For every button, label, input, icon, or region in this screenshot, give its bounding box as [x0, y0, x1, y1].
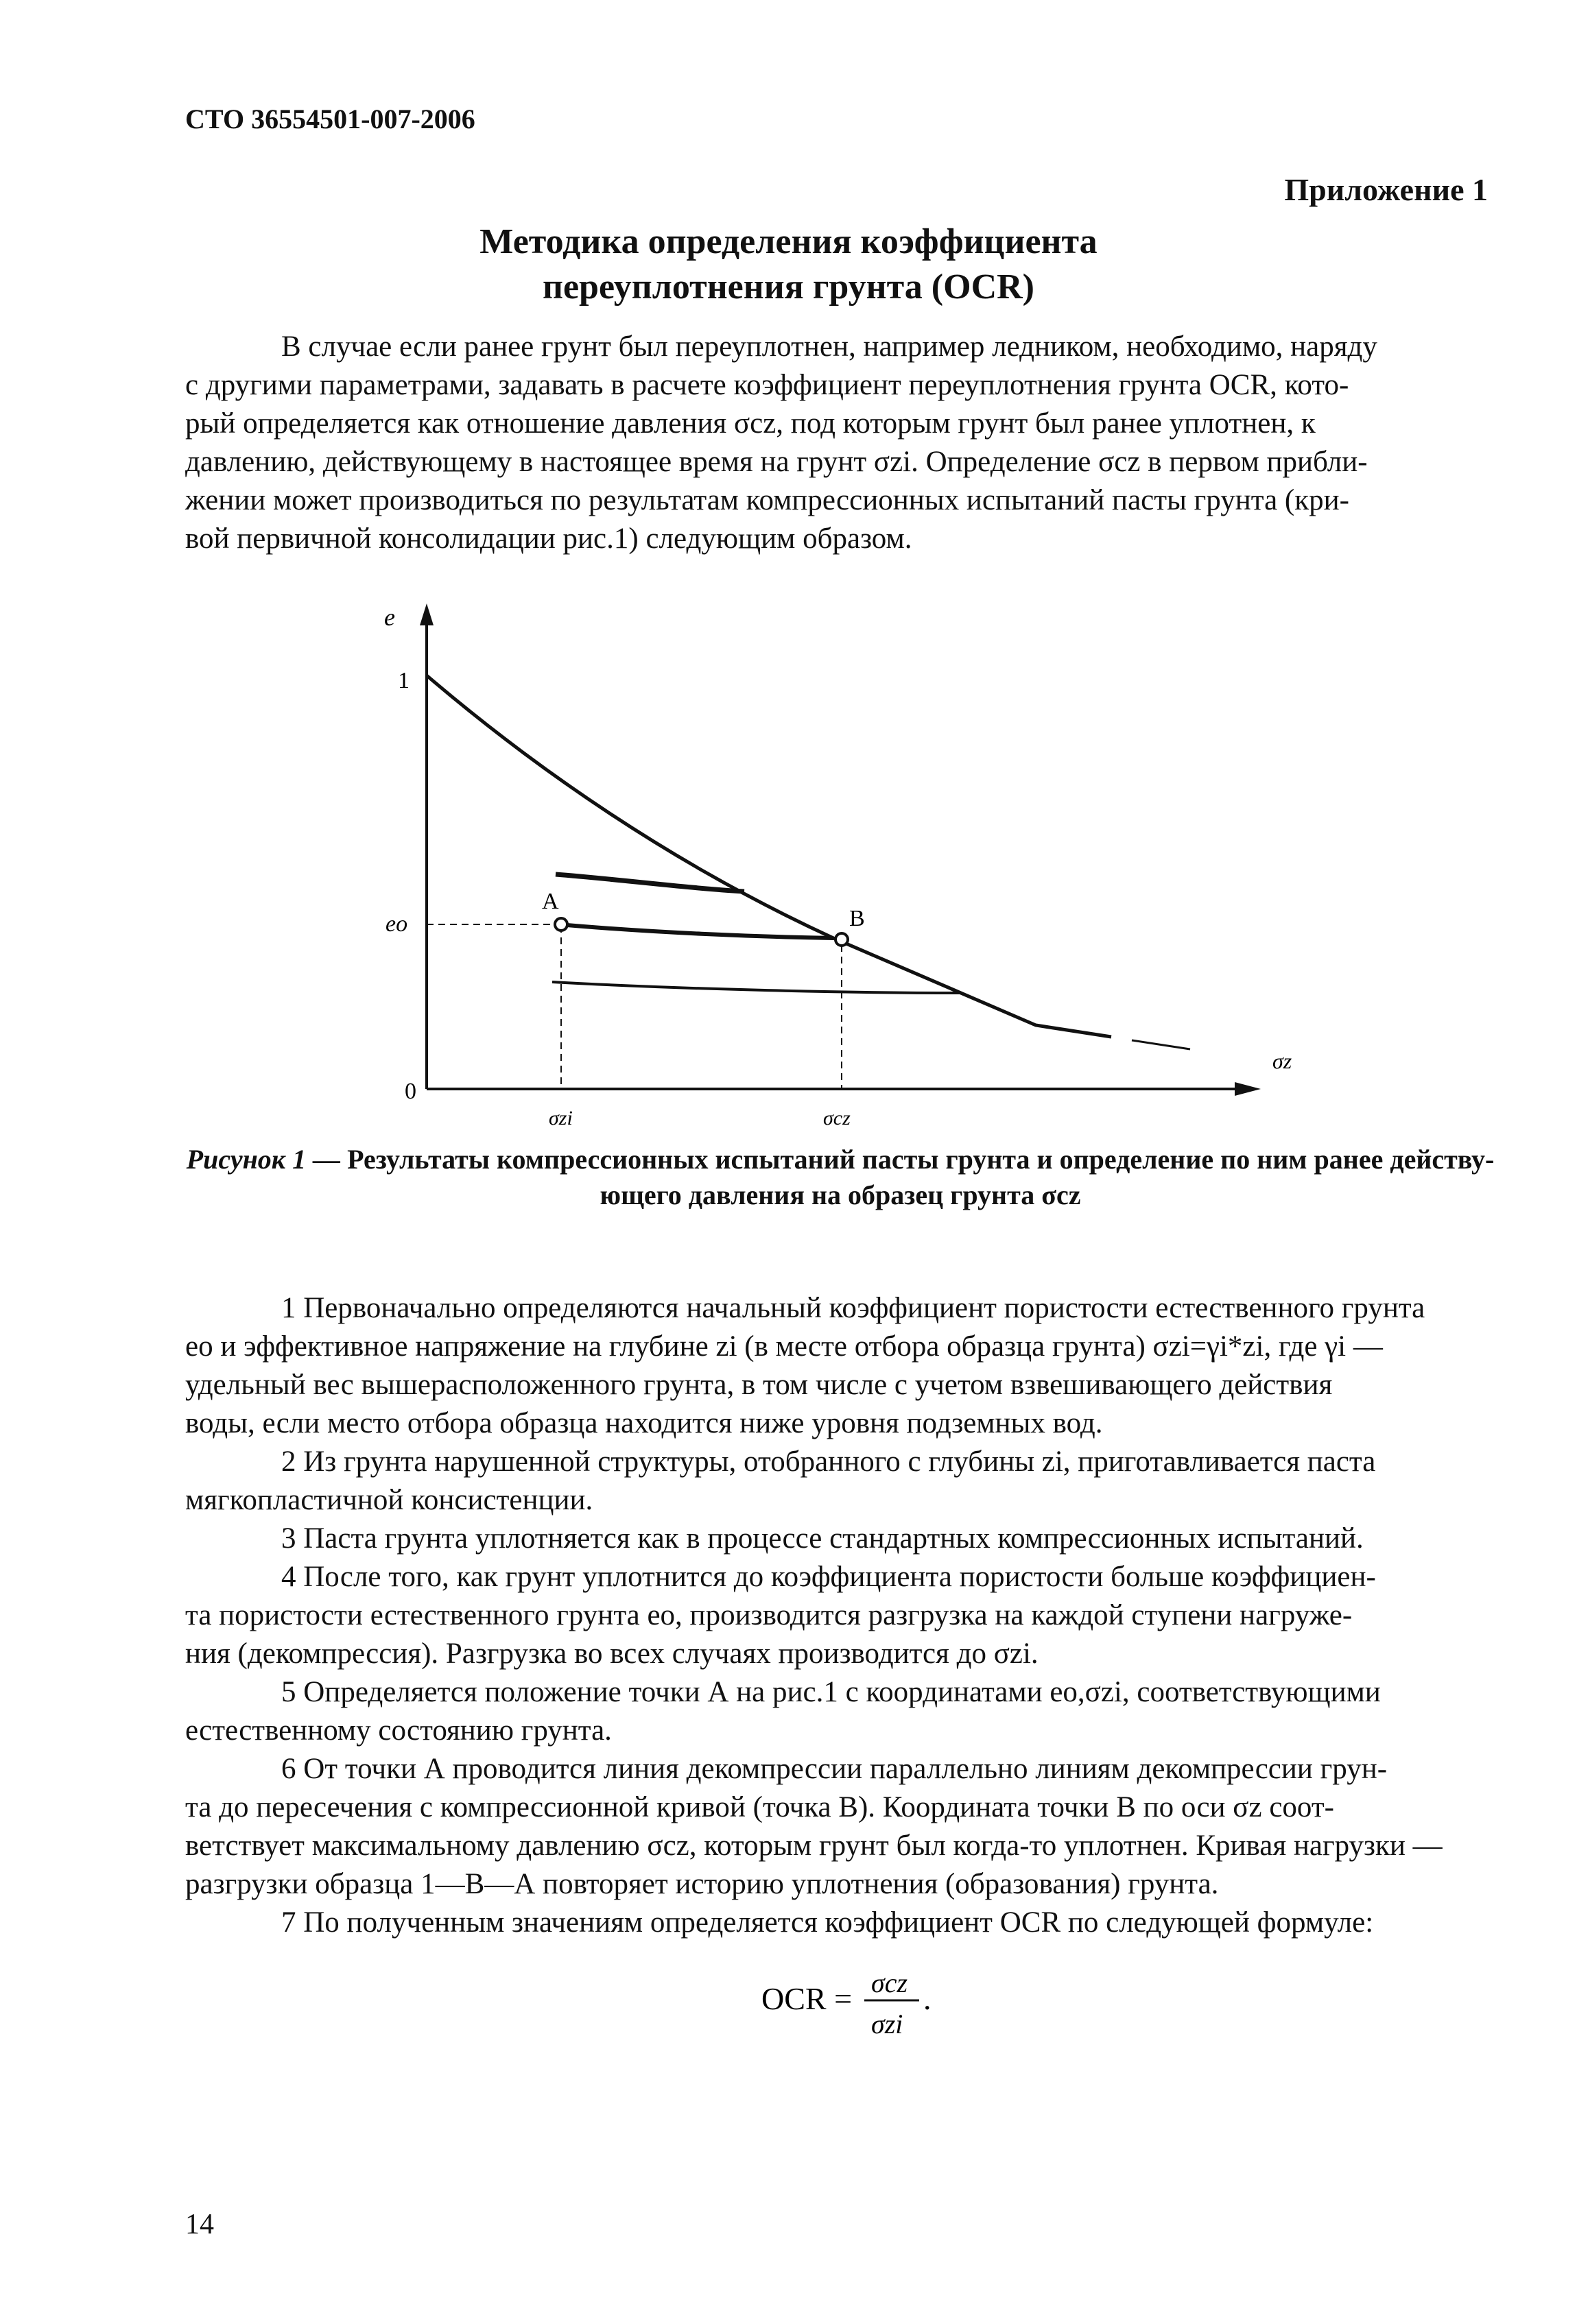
point-b-label: B	[849, 906, 865, 931]
step-line: ветствует максимальному давлению σcz, которым грунт был когда-то уплотнен. Кривая нагрузки —	[185, 1830, 1443, 1862]
step-line: удельный вес вышерасположенного грунта, в том числе с учетом взвешивающего действия	[185, 1369, 1333, 1401]
step-line: eo и эффективное напряжение на глубине zi (в месте отбора образца грунта) σzi=γi*zi, где γi —	[185, 1330, 1383, 1363]
x-tick-szi: σzi	[549, 1107, 573, 1129]
step-line: естественному состоянию грунта.	[185, 1714, 612, 1747]
step-line: 3 Паста грунта уплотняется как в процессе стандартных компрессионных испытаний.	[281, 1522, 1364, 1555]
intro-line: вой первичной консолидации рис.1) следующим образом.	[185, 523, 912, 555]
y-axis-label: e	[384, 603, 395, 631]
compression-curve	[427, 675, 1111, 1037]
ocr-formula	[761, 1958, 940, 2048]
procedure-steps	[185, 1289, 1495, 1942]
intro-line: рый определяется как отношение давления σcz, под которым грунт был ранее уплотнен, к	[185, 407, 1316, 440]
formula-lhs: OCR =	[761, 1981, 853, 2016]
formula-denominator: σzi	[871, 2009, 903, 2039]
compression-curve-tail	[1132, 1040, 1190, 1049]
step-line: 2 Из грунта нарушенной структуры, отобранного с глубины zi, приготавливается паста	[281, 1446, 1376, 1478]
decompression-line-a-b	[559, 924, 833, 938]
x-axis-arrow	[1235, 1082, 1261, 1096]
point-b-marker	[835, 933, 848, 946]
point-a-marker	[555, 918, 567, 931]
intro-line: жении может производиться по результатам компрессионных испытаний пасты грунта (кри-	[185, 484, 1349, 516]
step-line: разгрузки образца 1—В—А повторяет историю уплотнения (образования) грунта.	[185, 1868, 1219, 1900]
step-line: воды, если место отбора образца находится ниже уровня подземных вод.	[185, 1407, 1103, 1439]
page-title	[0, 219, 1577, 310]
intro-line: В случае если ранее грунт был переуплотнен, например ледником, необходимо, наряду	[281, 331, 1377, 363]
figure-caption	[185, 1142, 1495, 1213]
y-axis-arrow	[420, 603, 434, 625]
title-line-2: переуплотнения грунта (OCR)	[542, 267, 1034, 307]
y-tick-e0: eo	[386, 911, 408, 937]
caption-text-1: Результаты компрессионных испытаний пасты грунта и определение по ним ранее действу-	[340, 1144, 1495, 1175]
caption-prefix: Рисунок 1 —	[186, 1144, 341, 1175]
step-line: мягкопластичной консистенции.	[185, 1484, 593, 1516]
formula-end: .	[923, 1981, 932, 2016]
x-tick-scz: σcz	[823, 1107, 851, 1129]
y-tick-1: 1	[398, 668, 410, 693]
title-line-1: Методика определения коэффициента	[479, 222, 1098, 261]
formula-numerator: σcz	[871, 1967, 908, 1998]
caption-text-2: ющего давления на образец грунта σcz	[600, 1179, 1081, 1210]
appendix-label: Приложение 1	[1284, 172, 1488, 207]
standard-number: СТО 36554501-007-2006	[185, 104, 475, 134]
step-line: 6 От точки А проводится линия декомпрессии параллельно линиям декомпрессии грун-	[281, 1753, 1388, 1785]
origin-label: 0	[405, 1079, 416, 1104]
step-line: та пористости естественного грунта eo, производится разгрузка на каждой ступени нагруже-	[185, 1599, 1353, 1631]
intro-paragraph	[185, 328, 1495, 558]
step-line: 5 Определяется положение точки А на рис.1 с координатами eo,σzi, соответствующими	[281, 1676, 1381, 1708]
decompression-line-lower	[552, 982, 960, 993]
x-axis-label: σz	[1272, 1049, 1292, 1073]
intro-line: с другими параметрами, задавать в расчете коэффициент переуплотнения грунта OCR, кото-	[185, 369, 1349, 401]
step-line: 7 По полученным значениям определяется коэффициент OCR по следующей формуле:	[281, 1906, 1374, 1939]
point-a-label: A	[542, 889, 559, 914]
intro-line: давлению, действующему в настоящее время на грунт σzi. Определение σcz в первом прибли-	[185, 446, 1368, 478]
step-line: ния (декомпрессия). Разгрузка во всех случаях производится до σzi.	[185, 1638, 1039, 1670]
step-line: 4 После того, как грунт уплотнится до коэффициента пористости больше коэффициен-	[281, 1561, 1376, 1593]
step-line: 1 Первоначально определяются начальный коэффициент пористости естественного грунта	[281, 1292, 1425, 1324]
page-number: 14	[185, 2209, 214, 2240]
step-line: та до пересечения с компрессионной кривой (точка В). Координата точки В по оси σz соот-	[185, 1791, 1334, 1823]
compression-curve-figure	[0, 583, 1577, 1131]
